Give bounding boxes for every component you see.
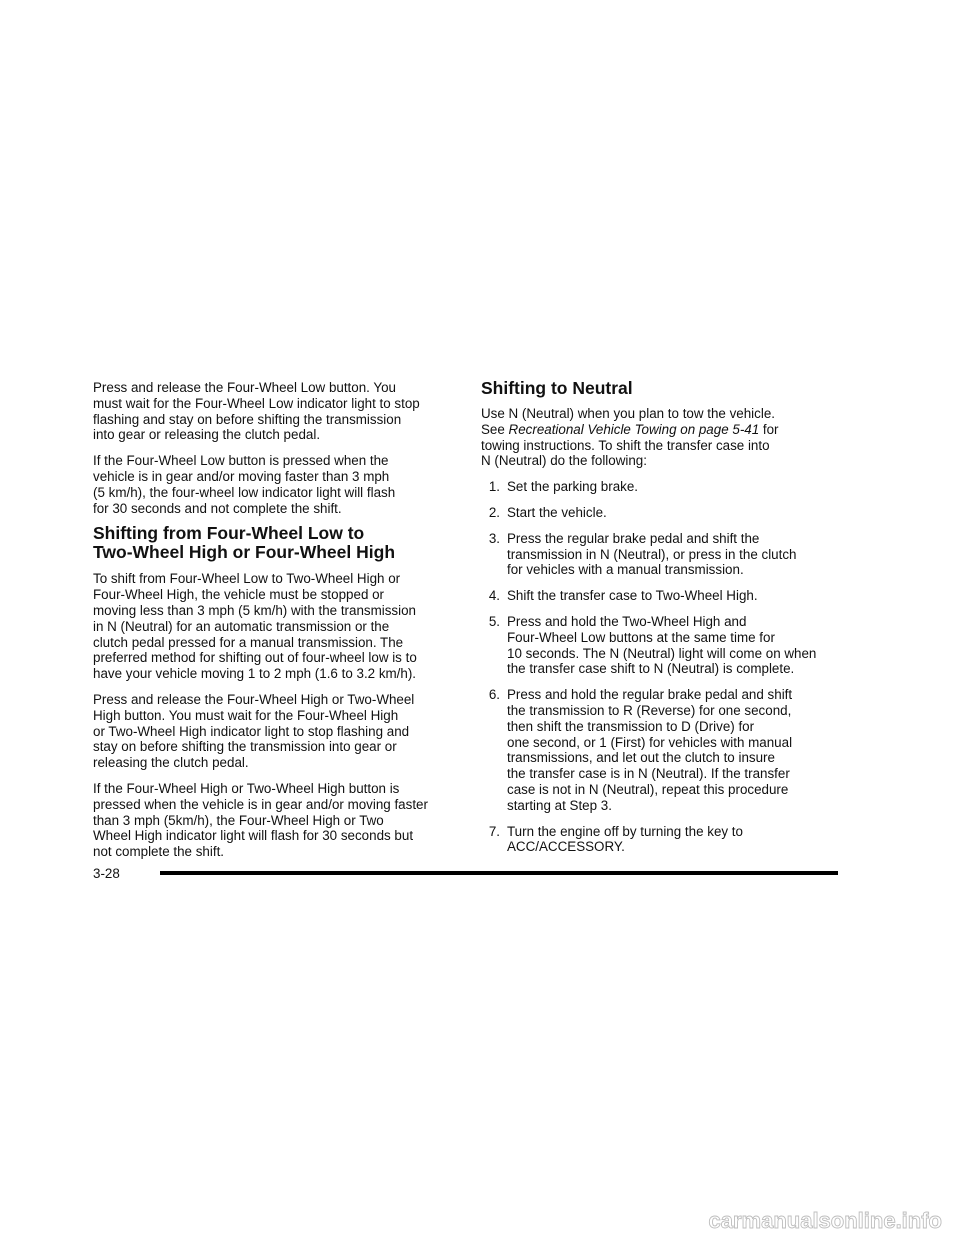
list-item — [481, 824, 843, 856]
step-number: 1. — [488, 479, 500, 495]
step-number: 2. — [488, 504, 500, 520]
cross-reference-link[interactable]: Recreational Vehicle Towing on page 5-41 — [508, 421, 760, 437]
step-number: 7. — [488, 823, 500, 839]
section-heading: Shifting to Neutral — [481, 378, 633, 398]
paragraph: Press and release the Four-Wheel Low button. You must wait for the Four-Wheel Low indicator light to stop flashing and stay on before shifting the transmission into gear or releasing the clutch pedal. — [93, 380, 420, 443]
steps-list — [481, 479, 843, 855]
watermark-text: carmanualsonline.info — [708, 1208, 942, 1233]
list-item — [481, 588, 843, 604]
step-number: 4. — [488, 588, 500, 604]
left-column — [93, 380, 455, 870]
step-text: Press and hold the Two-Wheel High and Four-Wheel Low buttons at the same time for 10 seconds. The N (Neutral) light will come on when the transfer case shift to N (Neutral) is complete. — [507, 613, 817, 677]
paragraph: To shift from Four-Wheel Low to Two-Wheel High or Four-Wheel High, the vehicle must be stopped or moving less than 3 mph (5 km/h) with the transmission in N (Neutral) for an automatic transmission or the clutch pedal pressed for a manual transmission. The preferred method for shifting out of four-wheel low is to have your vehicle moving 1 to 2 mph (1.6 to 3.2 km/h). — [93, 571, 417, 682]
list-item — [481, 614, 843, 677]
page-number: 3-28 — [93, 866, 120, 881]
intro-paragraph — [481, 406, 843, 469]
intro-text-continued: for towing instructions. To shift the transfer case into N (Neutral) do the following: — [481, 421, 779, 469]
step-text: Set the parking brake. — [507, 479, 639, 495]
right-column — [481, 380, 843, 865]
list-item — [481, 505, 843, 521]
paragraph: If the Four-Wheel Low button is pressed when the vehicle is in gear and/or moving faster than 3 mph (5 km/h), the four-wheel low indicator light will flash for 30 seconds and not complete the shift. — [93, 453, 396, 516]
list-item — [481, 531, 843, 578]
paragraph: Press and release the Four-Wheel High or Two-Wheel High button. You must wait for the Four-Wheel High or Two-Wheel High indicator light to stop flashing and stay on before shifting the transmission into gear or releasing the clutch pedal. — [93, 691, 415, 771]
intro-text: Use N (Neutral) when you plan to tow the vehicle. See — [481, 406, 775, 437]
step-number: 3. — [488, 530, 500, 546]
step-text: Press and hold the regular brake pedal and shift the transmission to R (Reverse) for one second, then shift the transmission to D (Drive) for one second, or 1 (First) for vehicles with manual transmissions, and let out the clutch to insure the transfer case is in N (Neutral). If the transfer case is not in N (Neutral), repeat this procedure starting at Step 3. — [507, 687, 793, 813]
footer-rule — [160, 871, 838, 875]
step-text: Shift the transfer case to Two-Wheel High. — [507, 588, 758, 604]
step-number: 6. — [488, 687, 500, 703]
step-text: Press the regular brake pedal and shift the transmission in N (Neutral), or press in the clutch for vehicles with a manual transmission. — [507, 530, 797, 578]
list-item — [481, 479, 843, 495]
section-heading: Shifting from Four-Wheel Low to Two-Wheel High or Four-Wheel High — [93, 523, 396, 563]
step-text: Turn the engine off by turning the key to ACC/ACCESSORY. — [507, 823, 743, 855]
paragraph: If the Four-Wheel High or Two-Wheel High button is pressed when the vehicle is in gear and/or moving faster than 3 mph (5km/h), the Four-Wheel High or Two Wheel High indicator light will flash for 30 seconds but not complete the shift. — [93, 780, 428, 860]
step-text: Start the vehicle. — [507, 504, 607, 520]
list-item — [481, 687, 843, 813]
step-number: 5. — [488, 613, 500, 629]
